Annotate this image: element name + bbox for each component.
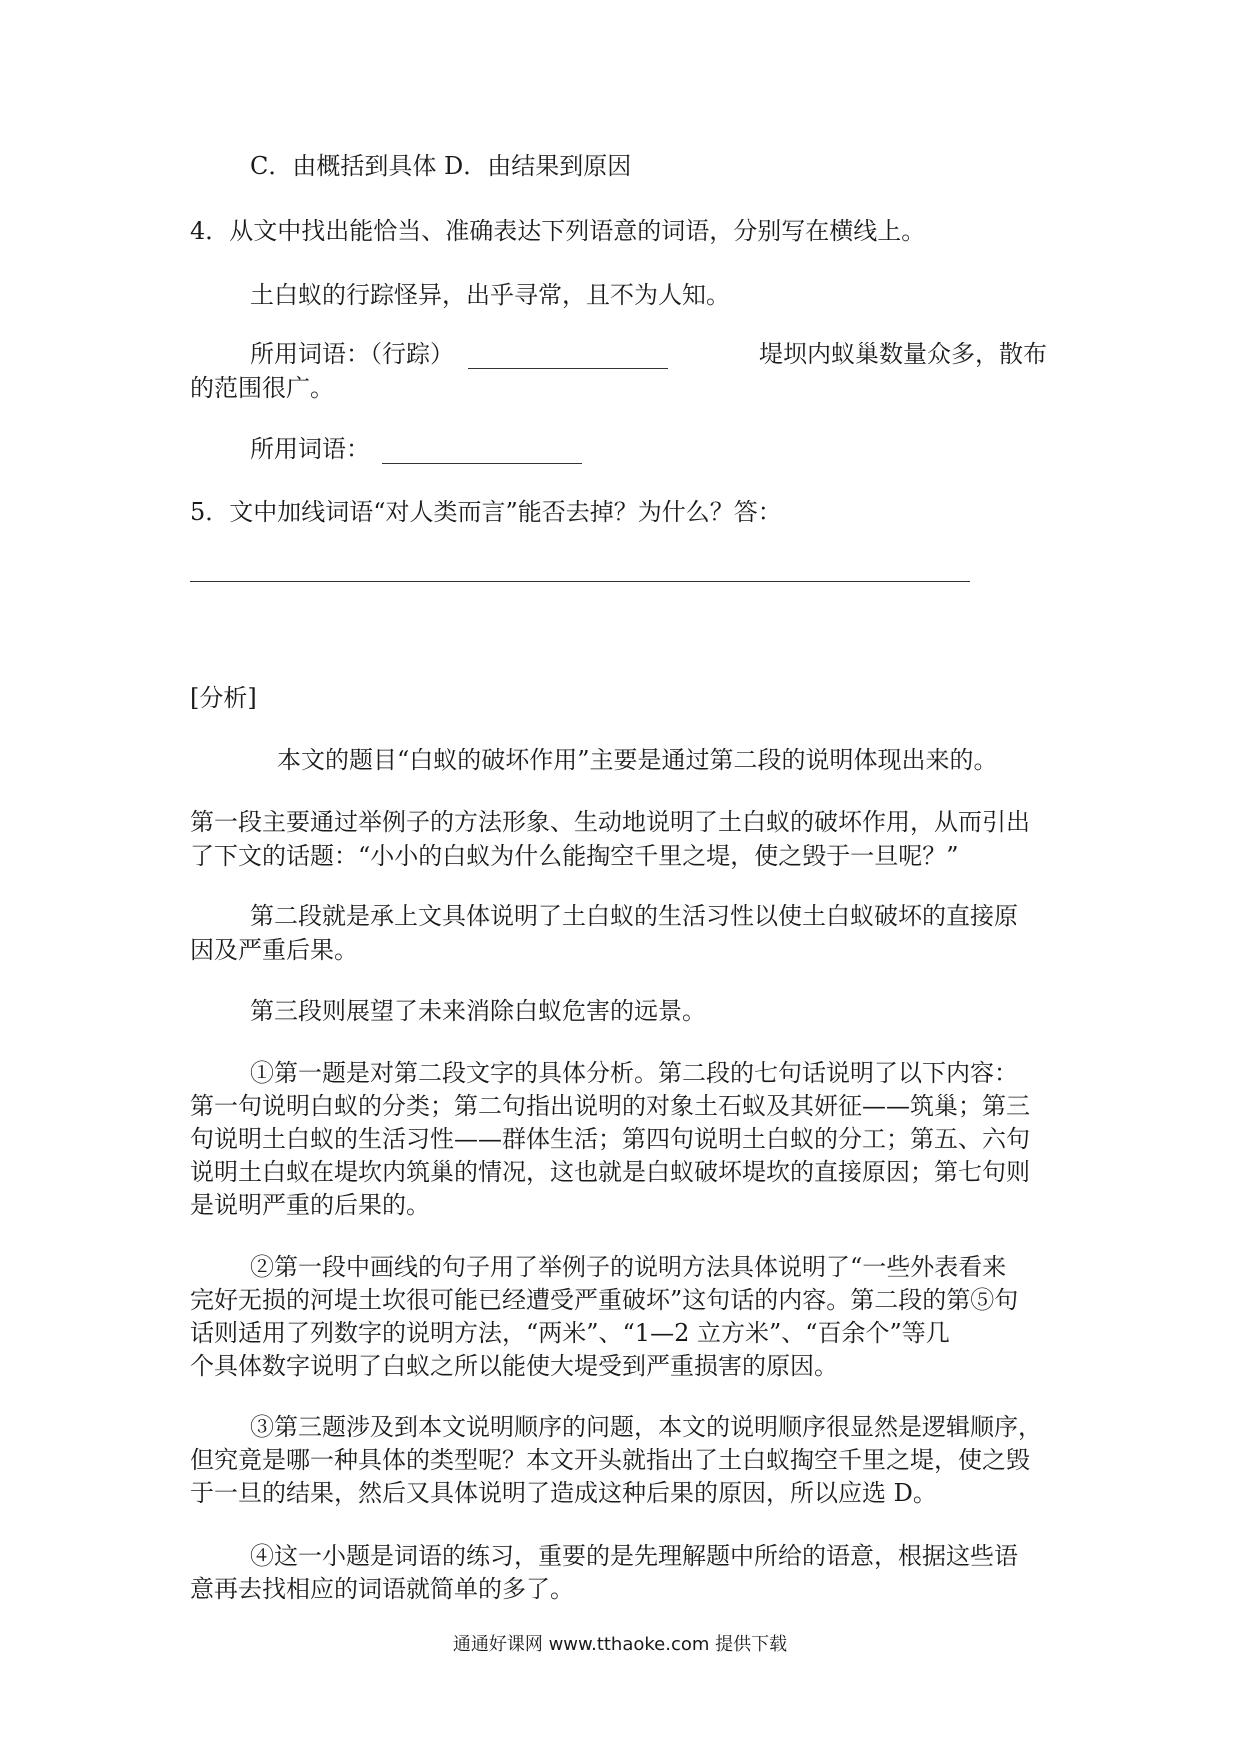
analysis-p5-line3: 句说明土白蚁的生活习性——群体生活；第四句说明土白蚁的分工；第五、六句 (190, 1125, 1030, 1153)
analysis-p2-line2: 了下文的话题：“小小的白蚁为什么能掏空千里之堤，使之毁于一旦呢？” (190, 842, 959, 870)
analysis-heading: [分析] (190, 684, 257, 712)
q4-answer-label-2: 所用词语： (250, 435, 370, 463)
q4-answer-row-2 (250, 434, 582, 464)
analysis-p8-line1: ④这一小题是词语的练习，重要的是先理解题中所给的语意，根据这些语 (250, 1542, 1018, 1570)
analysis-p2-line1: 第一段主要通过举例子的方法形象、生动地说明了土白蚁的破坏作用，从而引出 (190, 808, 1030, 836)
analysis-p7-line3: 于一旦的结果，然后又具体说明了造成这种后果的原因，所以应选 D。 (190, 1479, 937, 1507)
q5-answer-line[interactable] (190, 581, 970, 582)
q4-answer-row-1 (250, 339, 668, 369)
q4-answer-blank-2[interactable] (382, 437, 582, 464)
analysis-p1: 本文的题目“白蚁的破坏作用”主要是通过第二段的说明体现出来的。 (277, 746, 998, 774)
analysis-p5-line5: 是说明严重的后果的。 (190, 1191, 430, 1219)
analysis-p3-line1: 第二段就是承上文具体说明了土白蚁的生活习性以使土白蚁破坏的直接原 (250, 902, 1018, 930)
q4-meaning-2-part2: 的范围很广。 (190, 374, 334, 402)
analysis-p7-line1: ③第三题涉及到本文说明顺序的问题，本文的说明顺序很显然是逻辑顺序， (250, 1413, 1042, 1441)
q4-meaning-1: 土白蚁的行踪怪异，出乎寻常，且不为人知。 (250, 281, 730, 309)
analysis-p6-line1: ②第一段中画线的句子用了举例子的说明方法具体说明了“一些外表看来 (250, 1253, 1007, 1281)
analysis-p8-line2: 意再去找相应的词语就简单的多了。 (190, 1575, 574, 1603)
page-footer: 通通好课网 www.tthaoke.com 提供下载 (452, 1634, 788, 1655)
q3-options-cd: C．由概括到具体 D．由结果到原因 (250, 152, 632, 180)
analysis-p7-line2: 但究竟是哪一种具体的类型呢？本文开头就指出了土白蚁掏空千里之堤，使之毁 (190, 1446, 1030, 1474)
analysis-p5-line2: 第一句说明白蚁的分类；第二句指出说明的对象土石蚁及其妍征——筑巢；第三 (190, 1092, 1030, 1120)
q4-meaning-2-part1: 堤坝内蚁巢数量众多，散布 (759, 340, 1047, 368)
q4-answer-label-1: 所用词语：（行踪） (250, 340, 454, 368)
analysis-p4: 第三段则展望了未来消除白蚁危害的远景。 (250, 997, 706, 1025)
analysis-p3-line2: 因及严重后果。 (190, 936, 358, 964)
q4-prompt: 4．从文中找出能恰当、准确表达下列语意的词语，分别写在横线上。 (190, 217, 926, 245)
analysis-p6-line2: 完好无损的河堤土坎很可能已经遭受严重破坏”这句话的内容。第二段的第⑤句 (190, 1286, 1019, 1314)
analysis-p6-line3: 话则适用了列数字的说明方法，“两米”、“1—2 立方米”、“百余个”等几 (190, 1319, 950, 1347)
analysis-p5-line4: 说明土白蚁在堤坎内筑巢的情况，这也就是白蚁破坏堤坎的直接原因；第七句则 (190, 1158, 1030, 1186)
q4-answer-blank-1[interactable] (468, 342, 668, 369)
q5-prompt: 5．文中加线词语“对人类而言”能否去掉？为什么？答： (190, 498, 782, 526)
analysis-p6-line4: 个具体数字说明了白蚁之所以能使大堤受到严重损害的原因。 (190, 1352, 838, 1380)
analysis-p5-line1: ①第一题是对第二段文字的具体分析。第二段的七句话说明了以下内容： (250, 1059, 1018, 1087)
